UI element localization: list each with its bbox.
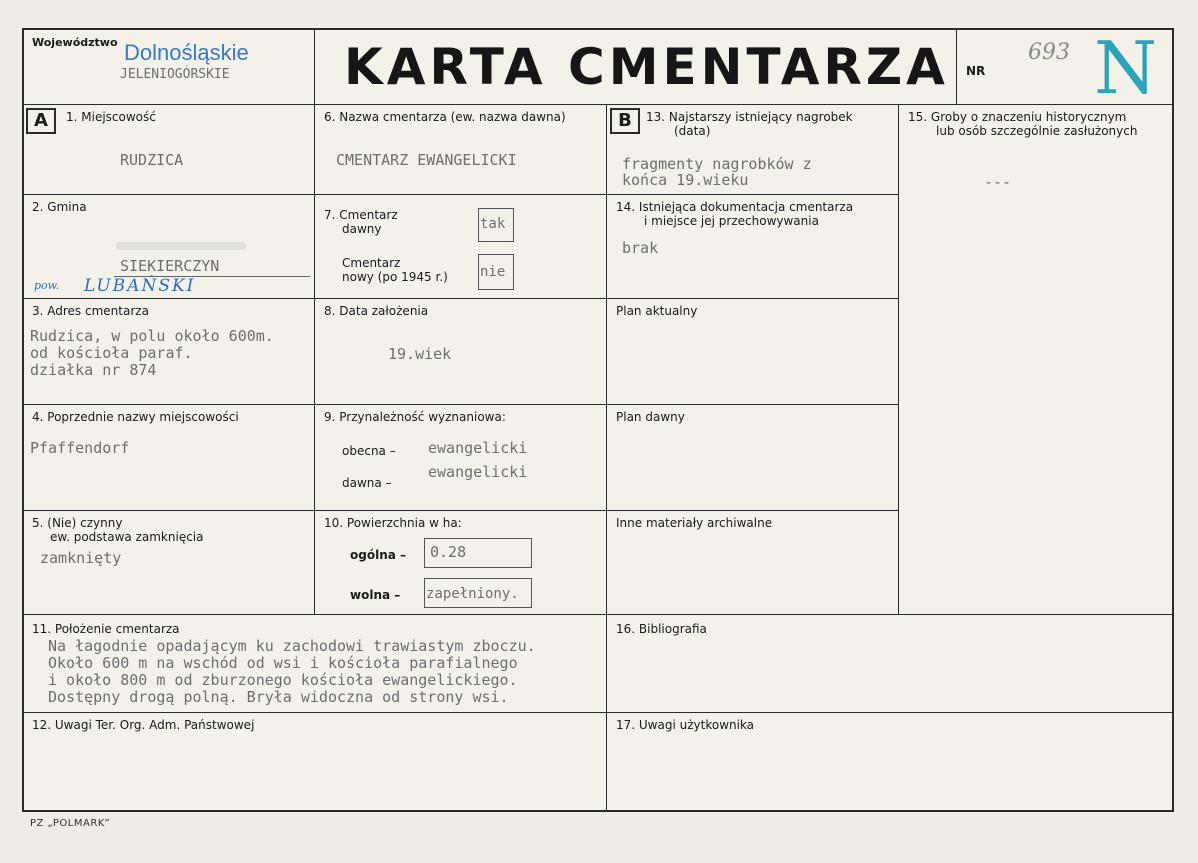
f13-value-2: końca 19.wieku (622, 171, 749, 189)
f12-label: 12. Uwagi Ter. Org. Adm. Państwowej (32, 718, 255, 732)
f3-label: 3. Adres cmentarza (32, 304, 149, 318)
f15-value: --- (984, 173, 1012, 191)
page-title: KARTA CMENTARZA (344, 38, 949, 96)
f7-label-old-1: 7. Cmentarz (324, 208, 398, 222)
f3-value-2: od kościoła paraf. (30, 344, 193, 362)
f13-value-1: fragmenty nagrobków z (622, 155, 812, 173)
wojewodztwo-value: Dolnośląskie (124, 40, 249, 65)
f7-new-value: nie (480, 264, 506, 280)
nr-value: 693 (1028, 40, 1070, 65)
f10-ogolna-value: 0.28 (430, 543, 467, 561)
pow-label: pow. (34, 279, 60, 292)
f13-label-2: (data) (674, 124, 711, 138)
f5-value: zamknięty (40, 549, 122, 567)
f9-dawna-label: dawna – (342, 476, 392, 490)
nr-mark: N (1094, 26, 1157, 110)
f10-ogolna-label: ogólna – (350, 548, 407, 562)
redacted-strip (116, 242, 246, 250)
f14-value: brak (622, 239, 659, 257)
f11-value-2: Około 600 m na wschód od wsi i kościoła parafialnego (48, 654, 518, 672)
f2-label: 2. Gmina (32, 200, 87, 214)
f10-wolna-label: wolna – (350, 588, 401, 602)
f9-label: 9. Przynależność wyznaniowa: (324, 410, 506, 424)
f7-old-value: tak (480, 216, 506, 232)
f7-label-old-2: dawny (342, 222, 382, 236)
inne-materialy-label: Inne materiały archiwalne (616, 516, 773, 530)
f17-label: 17. Uwagi użytkownika (616, 718, 755, 732)
nr-label: NR (966, 64, 986, 78)
printer-imprint: PZ „POLMARK” (30, 818, 111, 829)
wojewodztwo-label: Województwo (32, 36, 118, 49)
f9-dawna-value: ewangelicki (428, 463, 528, 481)
f9-obecna-label: obecna – (342, 444, 396, 458)
f15-label-2: lub osób szczególnie zasłużonych (936, 124, 1138, 138)
wojewodztwo-old-value: JELENIOGÓRSKIE (120, 67, 230, 82)
f11-value-1: Na łagodnie opadającym ku zachodowi trawiastym zboczu. (48, 637, 536, 655)
f1-label: 1. Miejscowość (66, 110, 156, 124)
f8-label: 8. Data założenia (324, 304, 429, 318)
f11-label: 11. Położenie cmentarza (32, 622, 180, 636)
f13-label-1: 13. Najstarszy istniejący nagrobek (646, 110, 853, 124)
f3-value-1: Rudzica, w polu około 600m. (30, 327, 274, 345)
section-b-badge: B (610, 108, 640, 134)
f9-obecna-value: ewangelicki (428, 439, 528, 457)
f6-value: CMENTARZ EWANGELICKI (336, 151, 517, 169)
f10-label: 10. Powierzchnia w ha: (324, 516, 462, 530)
f8-value: 19.wiek (388, 345, 452, 363)
f6-label: 6. Nazwa cmentarza (ew. nazwa dawna) (324, 110, 566, 124)
f5-label-1: 5. (Nie) czynny (32, 516, 123, 530)
f11-value-3: i około 800 m od zburzonego kościoła ewangelickiego. (48, 671, 518, 689)
f15-label-1: 15. Groby o znaczeniu historycznym (908, 110, 1127, 124)
f10-wolna-value: zapełniony. (426, 586, 519, 602)
f4-value: Pfaffendorf (30, 439, 130, 457)
f14-label-2: i miejsce jej przechowywania (644, 214, 819, 228)
f16-label: 16. Bibliografia (616, 622, 707, 636)
pow-value: LUBAŃSKI (84, 276, 196, 296)
f7-label-new-2: nowy (po 1945 r.) (342, 270, 448, 284)
section-a-badge: A (26, 108, 56, 134)
f2-value: SIEKIERCZYN (120, 257, 220, 275)
f4-label: 4. Poprzednie nazwy miejscowości (32, 410, 239, 424)
f5-label-2: ew. podstawa zamknięcia (50, 530, 204, 544)
f14-label-1: 14. Istniejąca dokumentacja cmentarza (616, 200, 854, 214)
f11-value-4: Dostępny drogą polną. Bryła widoczna od strony wsi. (48, 688, 509, 706)
f7-label-new-1: Cmentarz (342, 256, 401, 270)
plan-aktualny-label: Plan aktualny (616, 304, 698, 318)
f3-value-3: działka nr 874 (30, 361, 157, 379)
plan-dawny-label: Plan dawny (616, 410, 685, 424)
cemetery-record-card (22, 28, 1174, 812)
f1-value: RUDZICA (120, 151, 184, 169)
